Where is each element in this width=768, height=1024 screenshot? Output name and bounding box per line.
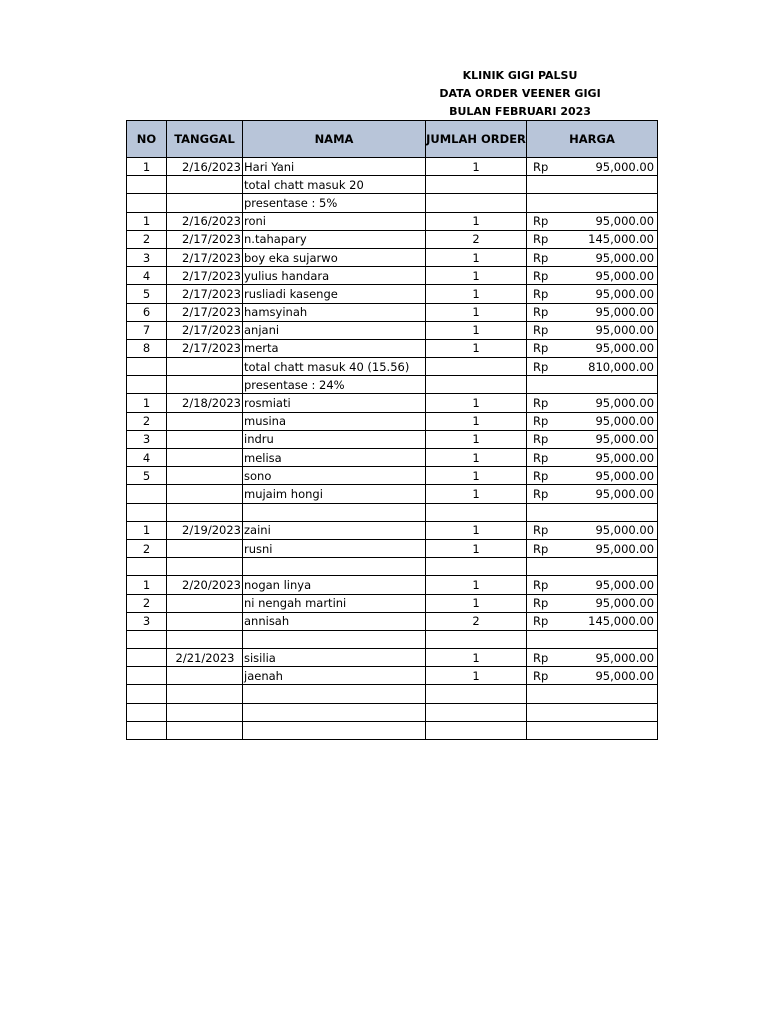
cell-nama: total chatt masuk 20 <box>243 176 426 194</box>
table-row <box>127 449 658 467</box>
cell-jumlah-order: 1 <box>426 267 527 285</box>
cell-jumlah-order: 1 <box>426 594 527 612</box>
cell-currency: Rp <box>527 576 562 594</box>
cell-nama: boy eka sujarwo <box>243 248 426 266</box>
table-row <box>127 285 658 303</box>
cell-no <box>127 358 167 376</box>
cell-currency: Rp <box>527 412 562 430</box>
cell-nama: anjani <box>243 321 426 339</box>
cell-no <box>127 721 167 739</box>
cell-jumlah-order: 1 <box>426 339 527 357</box>
cell-tanggal: 2/17/2023 <box>167 303 243 321</box>
cell-currency: Rp <box>527 358 562 376</box>
table-row <box>127 558 658 576</box>
header-tanggal: TANGGAL <box>167 121 243 158</box>
cell-tanggal <box>167 667 243 685</box>
cell-jumlah-order: 1 <box>426 248 527 266</box>
cell-jumlah-order: 1 <box>426 521 527 539</box>
cell-currency: Rp <box>527 430 562 448</box>
cell-jumlah-order <box>426 703 527 721</box>
cell-no <box>127 376 167 394</box>
cell-harga: 95,000.00 <box>562 267 658 285</box>
cell-nama: zaini <box>243 521 426 539</box>
cell-harga: 95,000.00 <box>562 576 658 594</box>
table-row <box>127 467 658 485</box>
cell-harga: 95,000.00 <box>562 649 658 667</box>
cell-currency <box>527 194 562 212</box>
table-row <box>127 303 658 321</box>
cell-tanggal <box>167 430 243 448</box>
cell-nama: ni nengah martini <box>243 594 426 612</box>
cell-jumlah-order <box>426 630 527 648</box>
cell-nama: mujaim hongi <box>243 485 426 503</box>
cell-nama: rosmiati <box>243 394 426 412</box>
cell-nama: roni <box>243 212 426 230</box>
cell-currency: Rp <box>527 158 562 176</box>
report-title: DATA ORDER VEENER GIGI <box>439 87 601 100</box>
cell-no: 2 <box>127 594 167 612</box>
cell-currency <box>527 685 562 703</box>
cell-harga: 145,000.00 <box>562 612 658 630</box>
cell-jumlah-order <box>426 176 527 194</box>
cell-no: 5 <box>127 285 167 303</box>
table-row <box>127 430 658 448</box>
cell-currency <box>527 630 562 648</box>
cell-no: 3 <box>127 248 167 266</box>
table-row <box>127 267 658 285</box>
cell-nama: melisa <box>243 449 426 467</box>
cell-jumlah-order: 1 <box>426 412 527 430</box>
table-row <box>127 667 658 685</box>
cell-jumlah-order: 1 <box>426 303 527 321</box>
cell-tanggal <box>167 194 243 212</box>
table-row <box>127 394 658 412</box>
cell-nama: n.tahapary <box>243 230 426 248</box>
cell-no <box>127 649 167 667</box>
table-row <box>127 339 658 357</box>
header-nama: NAMA <box>243 121 426 158</box>
cell-no: 2 <box>127 539 167 557</box>
table-row <box>127 594 658 612</box>
cell-currency <box>527 721 562 739</box>
cell-nama: yulius handara <box>243 267 426 285</box>
cell-harga <box>562 376 658 394</box>
table-row <box>127 358 658 376</box>
cell-jumlah-order <box>426 376 527 394</box>
cell-jumlah-order <box>426 685 527 703</box>
table-row <box>127 248 658 266</box>
report-title-block <box>420 67 620 121</box>
cell-tanggal <box>167 685 243 703</box>
cell-no: 7 <box>127 321 167 339</box>
cell-no: 8 <box>127 339 167 357</box>
cell-harga: 145,000.00 <box>562 230 658 248</box>
table-row <box>127 703 658 721</box>
cell-tanggal <box>167 449 243 467</box>
cell-currency: Rp <box>527 649 562 667</box>
table-row <box>127 212 658 230</box>
cell-jumlah-order: 1 <box>426 321 527 339</box>
cell-tanggal: 2/16/2023 <box>167 212 243 230</box>
cell-harga: 95,000.00 <box>562 248 658 266</box>
cell-no <box>127 558 167 576</box>
cell-no <box>127 503 167 521</box>
cell-no: 3 <box>127 612 167 630</box>
cell-no: 4 <box>127 449 167 467</box>
cell-harga: 95,000.00 <box>562 285 658 303</box>
cell-currency: Rp <box>527 212 562 230</box>
cell-nama: merta <box>243 339 426 357</box>
cell-nama <box>243 703 426 721</box>
cell-harga <box>562 703 658 721</box>
cell-nama: hamsyinah <box>243 303 426 321</box>
cell-tanggal <box>167 558 243 576</box>
cell-nama: nogan linya <box>243 576 426 594</box>
cell-no <box>127 176 167 194</box>
cell-currency: Rp <box>527 394 562 412</box>
cell-nama <box>243 630 426 648</box>
table-row <box>127 321 658 339</box>
table-header <box>127 121 658 158</box>
cell-tanggal <box>167 539 243 557</box>
cell-harga: 95,000.00 <box>562 412 658 430</box>
cell-tanggal <box>167 412 243 430</box>
cell-nama: sono <box>243 467 426 485</box>
cell-jumlah-order: 1 <box>426 467 527 485</box>
cell-jumlah-order: 1 <box>426 539 527 557</box>
cell-harga: 95,000.00 <box>562 394 658 412</box>
cell-currency: Rp <box>527 303 562 321</box>
table-row <box>127 576 658 594</box>
cell-harga: 95,000.00 <box>562 485 658 503</box>
cell-harga: 95,000.00 <box>562 467 658 485</box>
cell-nama <box>243 721 426 739</box>
cell-currency: Rp <box>527 612 562 630</box>
cell-tanggal: 2/17/2023 <box>167 285 243 303</box>
cell-no <box>127 630 167 648</box>
cell-harga: 95,000.00 <box>562 539 658 557</box>
cell-nama <box>243 503 426 521</box>
cell-harga <box>562 630 658 648</box>
cell-tanggal <box>167 594 243 612</box>
table-row <box>127 230 658 248</box>
cell-harga <box>562 503 658 521</box>
cell-tanggal <box>167 467 243 485</box>
cell-currency: Rp <box>527 539 562 557</box>
cell-harga <box>562 721 658 739</box>
cell-no <box>127 685 167 703</box>
cell-harga: 95,000.00 <box>562 303 658 321</box>
cell-nama: annisah <box>243 612 426 630</box>
cell-no: 1 <box>127 521 167 539</box>
table-body <box>127 158 658 740</box>
cell-jumlah-order: 1 <box>426 576 527 594</box>
cell-jumlah-order: 1 <box>426 449 527 467</box>
cell-no: 2 <box>127 412 167 430</box>
cell-tanggal <box>167 630 243 648</box>
cell-currency: Rp <box>527 285 562 303</box>
table-row <box>127 194 658 212</box>
cell-nama: indru <box>243 430 426 448</box>
cell-jumlah-order: 1 <box>426 667 527 685</box>
cell-currency: Rp <box>527 267 562 285</box>
cell-nama: Hari Yani <box>243 158 426 176</box>
cell-tanggal: 2/18/2023 <box>167 394 243 412</box>
cell-tanggal: 2/17/2023 <box>167 267 243 285</box>
table-row <box>127 376 658 394</box>
cell-jumlah-order <box>426 194 527 212</box>
cell-currency <box>527 503 562 521</box>
report-period: BULAN FEBRUARI 2023 <box>449 105 591 118</box>
cell-currency: Rp <box>527 321 562 339</box>
cell-harga: 95,000.00 <box>562 430 658 448</box>
header-jumlah-order: JUMLAH ORDER <box>426 121 527 158</box>
cell-no: 3 <box>127 430 167 448</box>
cell-jumlah-order <box>426 358 527 376</box>
cell-tanggal: 2/20/2023 <box>167 576 243 594</box>
cell-harga: 95,000.00 <box>562 158 658 176</box>
cell-tanggal <box>167 721 243 739</box>
cell-currency <box>527 703 562 721</box>
cell-nama: total chatt masuk 40 (15.56) <box>243 358 426 376</box>
cell-tanggal <box>167 176 243 194</box>
cell-currency <box>527 558 562 576</box>
cell-tanggal <box>167 376 243 394</box>
cell-jumlah-order <box>426 721 527 739</box>
cell-harga: 810,000.00 <box>562 358 658 376</box>
cell-tanggal: 2/21/2023 <box>167 649 243 667</box>
cell-harga <box>562 685 658 703</box>
cell-currency: Rp <box>527 667 562 685</box>
table-row <box>127 539 658 557</box>
cell-tanggal: 2/19/2023 <box>167 521 243 539</box>
cell-nama: sisilia <box>243 649 426 667</box>
table-row <box>127 721 658 739</box>
cell-harga: 95,000.00 <box>562 594 658 612</box>
cell-jumlah-order: 1 <box>426 485 527 503</box>
cell-no: 1 <box>127 212 167 230</box>
cell-nama: musina <box>243 412 426 430</box>
cell-no: 1 <box>127 394 167 412</box>
cell-harga: 95,000.00 <box>562 339 658 357</box>
cell-harga: 95,000.00 <box>562 449 658 467</box>
cell-tanggal: 2/17/2023 <box>167 230 243 248</box>
cell-no: 1 <box>127 158 167 176</box>
cell-nama: presentase : 5% <box>243 194 426 212</box>
cell-jumlah-order: 1 <box>426 158 527 176</box>
cell-harga <box>562 558 658 576</box>
cell-harga: 95,000.00 <box>562 521 658 539</box>
cell-tanggal: 2/17/2023 <box>167 339 243 357</box>
cell-jumlah-order: 1 <box>426 394 527 412</box>
table-row <box>127 630 658 648</box>
table-row <box>127 503 658 521</box>
cell-jumlah-order: 1 <box>426 285 527 303</box>
cell-no: 2 <box>127 230 167 248</box>
cell-harga: 95,000.00 <box>562 667 658 685</box>
cell-currency: Rp <box>527 594 562 612</box>
cell-harga: 95,000.00 <box>562 212 658 230</box>
cell-harga <box>562 194 658 212</box>
cell-nama: jaenah <box>243 667 426 685</box>
table-row <box>127 649 658 667</box>
cell-harga: 95,000.00 <box>562 321 658 339</box>
cell-nama <box>243 685 426 703</box>
cell-jumlah-order: 1 <box>426 430 527 448</box>
cell-jumlah-order <box>426 558 527 576</box>
header-harga: HARGA <box>527 121 658 158</box>
table-row <box>127 485 658 503</box>
cell-currency: Rp <box>527 230 562 248</box>
table-row <box>127 158 658 176</box>
cell-jumlah-order: 2 <box>426 612 527 630</box>
order-table <box>126 120 658 740</box>
cell-no: 6 <box>127 303 167 321</box>
cell-no: 5 <box>127 467 167 485</box>
table-row <box>127 521 658 539</box>
cell-nama: rusliadi kasenge <box>243 285 426 303</box>
table-row <box>127 612 658 630</box>
cell-nama <box>243 558 426 576</box>
table-row <box>127 412 658 430</box>
table-row <box>127 176 658 194</box>
cell-jumlah-order: 2 <box>426 230 527 248</box>
cell-currency <box>527 176 562 194</box>
clinic-name: KLINIK GIGI PALSU <box>462 69 578 82</box>
cell-currency: Rp <box>527 467 562 485</box>
cell-no <box>127 667 167 685</box>
cell-jumlah-order: 1 <box>426 212 527 230</box>
table-row <box>127 685 658 703</box>
cell-tanggal: 2/17/2023 <box>167 321 243 339</box>
cell-tanggal: 2/16/2023 <box>167 158 243 176</box>
cell-tanggal <box>167 703 243 721</box>
cell-no <box>127 485 167 503</box>
cell-no: 4 <box>127 267 167 285</box>
cell-tanggal <box>167 485 243 503</box>
cell-tanggal <box>167 358 243 376</box>
cell-currency: Rp <box>527 485 562 503</box>
cell-jumlah-order <box>426 503 527 521</box>
cell-jumlah-order: 1 <box>426 649 527 667</box>
cell-tanggal <box>167 503 243 521</box>
cell-nama: rusni <box>243 539 426 557</box>
cell-currency: Rp <box>527 449 562 467</box>
cell-tanggal: 2/17/2023 <box>167 248 243 266</box>
cell-no <box>127 194 167 212</box>
header-no: NO <box>127 121 167 158</box>
cell-currency: Rp <box>527 339 562 357</box>
cell-currency: Rp <box>527 521 562 539</box>
cell-no: 1 <box>127 576 167 594</box>
cell-currency <box>527 376 562 394</box>
cell-tanggal <box>167 612 243 630</box>
cell-harga <box>562 176 658 194</box>
cell-currency: Rp <box>527 248 562 266</box>
cell-no <box>127 703 167 721</box>
cell-nama: presentase : 24% <box>243 376 426 394</box>
